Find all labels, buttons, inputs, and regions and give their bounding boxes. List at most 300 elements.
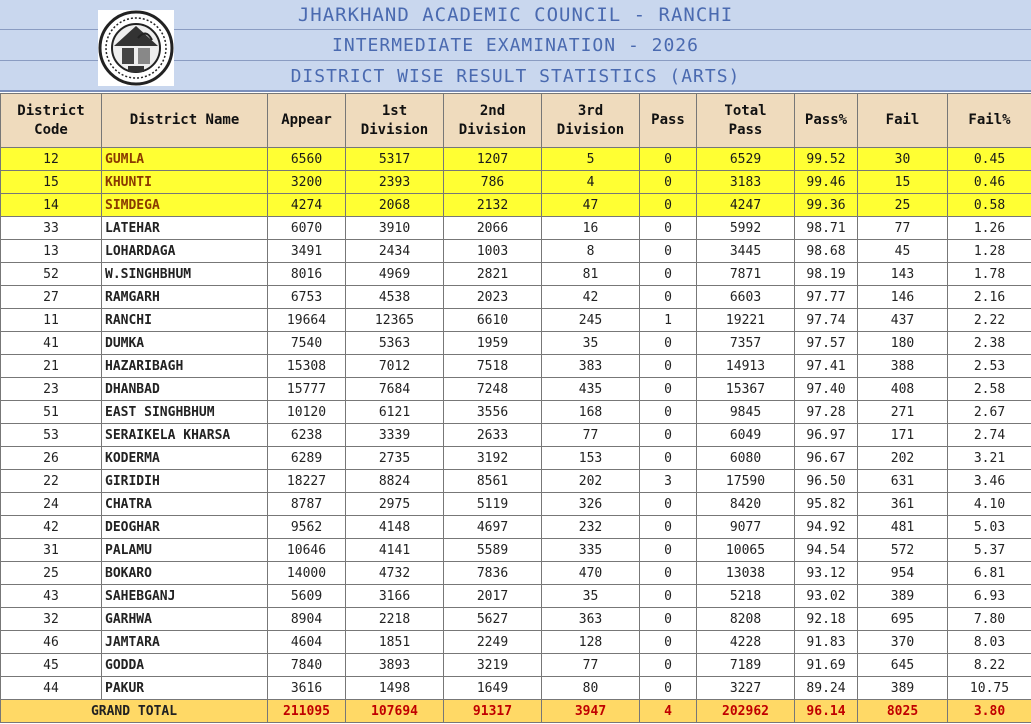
cell-pass-percent: 97.57: [795, 332, 858, 355]
cell-district-code: 12: [1, 148, 102, 171]
cell-fail: 389: [858, 677, 948, 700]
cell-total-pass: 3445: [697, 240, 795, 263]
cell-pass: 0: [640, 148, 697, 171]
cell-3rd-division: 383: [542, 355, 640, 378]
cell-3rd-division: 232: [542, 516, 640, 539]
cell-fail-percent: 0.45: [948, 148, 1031, 171]
cell-pass-percent: 91.83: [795, 631, 858, 654]
cell-3rd-division: 435: [542, 378, 640, 401]
cell-fail-percent: 2.53: [948, 355, 1031, 378]
cell-1st-division: 2434: [346, 240, 444, 263]
cell-district-name: PAKUR: [102, 677, 268, 700]
cell-appear: 7540: [268, 332, 346, 355]
cell-pass: 0: [640, 677, 697, 700]
cell-1st-division: 4538: [346, 286, 444, 309]
cell-1st-division: 5363: [346, 332, 444, 355]
cell-fail: 695: [858, 608, 948, 631]
cell-fail-percent: 4.10: [948, 493, 1031, 516]
cell-appear: 14000: [268, 562, 346, 585]
cell-3rd-division: 363: [542, 608, 640, 631]
table-row: [1, 447, 1031, 470]
cell-total-pass: 4247: [697, 194, 795, 217]
cell-district-code: 45: [1, 654, 102, 677]
cell-appear: 3491: [268, 240, 346, 263]
cell-total-pass: 7189: [697, 654, 795, 677]
cell-appear: 4274: [268, 194, 346, 217]
table-row: [1, 286, 1031, 309]
cell-1st-division: 7684: [346, 378, 444, 401]
cell-district-code: 26: [1, 447, 102, 470]
cell-fail: 389: [858, 585, 948, 608]
cell-fail: 25: [858, 194, 948, 217]
cell-2nd-division: 1207: [444, 148, 542, 171]
cell-district-name: SAHEBGANJ: [102, 585, 268, 608]
grand-total-total-pass: 202962: [697, 700, 795, 723]
grand-total-label: GRAND TOTAL: [1, 700, 268, 723]
cell-fail: 645: [858, 654, 948, 677]
cell-fail: 146: [858, 286, 948, 309]
cell-2nd-division: 3219: [444, 654, 542, 677]
cell-district-name: CHATRA: [102, 493, 268, 516]
col-3rd-division: 3rd Division: [542, 94, 640, 148]
cell-fail-percent: 2.38: [948, 332, 1031, 355]
table-row: [1, 585, 1031, 608]
cell-appear: 6070: [268, 217, 346, 240]
title-report: DISTRICT WISE RESULT STATISTICS (ARTS): [0, 61, 1031, 92]
cell-appear: 6238: [268, 424, 346, 447]
cell-2nd-division: 7248: [444, 378, 542, 401]
cell-district-code: 42: [1, 516, 102, 539]
cell-total-pass: 17590: [697, 470, 795, 493]
cell-pass-percent: 99.46: [795, 171, 858, 194]
cell-1st-division: 4969: [346, 263, 444, 286]
cell-fail-percent: 0.58: [948, 194, 1031, 217]
cell-appear: 8904: [268, 608, 346, 631]
cell-appear: 7840: [268, 654, 346, 677]
grand-total-fail-percent: 3.80: [948, 700, 1031, 723]
cell-pass-percent: 96.50: [795, 470, 858, 493]
cell-pass: 0: [640, 562, 697, 585]
cell-pass: 0: [640, 217, 697, 240]
cell-pass: 0: [640, 608, 697, 631]
title-council: JHARKHAND ACADEMIC COUNCIL - RANCHI: [0, 0, 1031, 30]
table-row: [1, 608, 1031, 631]
cell-total-pass: 4228: [697, 631, 795, 654]
cell-pass: 0: [640, 539, 697, 562]
cell-appear: 15777: [268, 378, 346, 401]
cell-2nd-division: 5589: [444, 539, 542, 562]
cell-pass-percent: 97.28: [795, 401, 858, 424]
table-row: [1, 378, 1031, 401]
cell-district-name: KODERMA: [102, 447, 268, 470]
col-district-code: District Code: [1, 94, 102, 148]
cell-total-pass: 7357: [697, 332, 795, 355]
cell-district-code: 32: [1, 608, 102, 631]
cell-fail-percent: 3.21: [948, 447, 1031, 470]
cell-total-pass: 7871: [697, 263, 795, 286]
cell-1st-division: 3893: [346, 654, 444, 677]
cell-1st-division: 7012: [346, 355, 444, 378]
cell-2nd-division: 6610: [444, 309, 542, 332]
cell-3rd-division: 326: [542, 493, 640, 516]
cell-2nd-division: 3192: [444, 447, 542, 470]
cell-district-code: 15: [1, 171, 102, 194]
cell-pass-percent: 92.18: [795, 608, 858, 631]
cell-pass: 0: [640, 194, 697, 217]
cell-district-name: HAZARIBAGH: [102, 355, 268, 378]
cell-pass-percent: 97.74: [795, 309, 858, 332]
cell-2nd-division: 3556: [444, 401, 542, 424]
cell-1st-division: 2218: [346, 608, 444, 631]
cell-pass: 0: [640, 240, 697, 263]
cell-appear: 10646: [268, 539, 346, 562]
cell-district-name: SIMDEGA: [102, 194, 268, 217]
cell-total-pass: 13038: [697, 562, 795, 585]
grand-total-fail: 8025: [858, 700, 948, 723]
cell-pass: 0: [640, 424, 697, 447]
cell-fail: 15: [858, 171, 948, 194]
table-row: [1, 631, 1031, 654]
cell-appear: 5609: [268, 585, 346, 608]
cell-district-code: 11: [1, 309, 102, 332]
cell-appear: 6753: [268, 286, 346, 309]
cell-2nd-division: 4697: [444, 516, 542, 539]
cell-pass: 0: [640, 447, 697, 470]
cell-fail-percent: 6.81: [948, 562, 1031, 585]
cell-total-pass: 19221: [697, 309, 795, 332]
cell-3rd-division: 4: [542, 171, 640, 194]
cell-2nd-division: 2633: [444, 424, 542, 447]
table-row: [1, 309, 1031, 332]
cell-total-pass: 10065: [697, 539, 795, 562]
cell-pass: 0: [640, 286, 697, 309]
table-row: [1, 194, 1031, 217]
cell-total-pass: 6529: [697, 148, 795, 171]
cell-total-pass: 5992: [697, 217, 795, 240]
cell-pass-percent: 97.41: [795, 355, 858, 378]
cell-fail: 370: [858, 631, 948, 654]
grand-total-row: [1, 700, 1031, 723]
cell-district-name: KHUNTI: [102, 171, 268, 194]
table-row: [1, 171, 1031, 194]
cell-district-code: 13: [1, 240, 102, 263]
cell-pass: 0: [640, 585, 697, 608]
cell-total-pass: 14913: [697, 355, 795, 378]
cell-2nd-division: 1003: [444, 240, 542, 263]
cell-pass: 0: [640, 401, 697, 424]
cell-fail-percent: 2.58: [948, 378, 1031, 401]
cell-3rd-division: 77: [542, 424, 640, 447]
cell-1st-division: 4148: [346, 516, 444, 539]
cell-fail: 361: [858, 493, 948, 516]
cell-pass-percent: 97.77: [795, 286, 858, 309]
cell-2nd-division: 7518: [444, 355, 542, 378]
cell-2nd-division: 5627: [444, 608, 542, 631]
cell-district-code: 21: [1, 355, 102, 378]
cell-1st-division: 1851: [346, 631, 444, 654]
cell-district-name: GODDA: [102, 654, 268, 677]
cell-fail: 271: [858, 401, 948, 424]
cell-district-name: SERAIKELA KHARSA: [102, 424, 268, 447]
table-row: [1, 424, 1031, 447]
cell-1st-division: 3166: [346, 585, 444, 608]
cell-1st-division: 1498: [346, 677, 444, 700]
table-row: [1, 148, 1031, 171]
cell-appear: 10120: [268, 401, 346, 424]
cell-appear: 3200: [268, 171, 346, 194]
cell-3rd-division: 470: [542, 562, 640, 585]
cell-fail-percent: 5.03: [948, 516, 1031, 539]
cell-1st-division: 3910: [346, 217, 444, 240]
cell-2nd-division: 2132: [444, 194, 542, 217]
table-row: [1, 401, 1031, 424]
grand-total-pass: 4: [640, 700, 697, 723]
cell-fail-percent: 8.22: [948, 654, 1031, 677]
table-row: [1, 355, 1031, 378]
cell-appear: 8787: [268, 493, 346, 516]
cell-fail-percent: 3.46: [948, 470, 1031, 493]
cell-fail: 572: [858, 539, 948, 562]
cell-pass: 0: [640, 263, 697, 286]
cell-3rd-division: 128: [542, 631, 640, 654]
cell-3rd-division: 81: [542, 263, 640, 286]
cell-district-name: LATEHAR: [102, 217, 268, 240]
cell-district-code: 33: [1, 217, 102, 240]
cell-district-code: 46: [1, 631, 102, 654]
grand-total-appear: 211095: [268, 700, 346, 723]
cell-3rd-division: 42: [542, 286, 640, 309]
cell-district-name: RAMGARH: [102, 286, 268, 309]
cell-3rd-division: 80: [542, 677, 640, 700]
cell-fail: 202: [858, 447, 948, 470]
cell-pass: 1: [640, 309, 697, 332]
cell-district-name: LOHARDAGA: [102, 240, 268, 263]
grand-total-3rd-division: 3947: [542, 700, 640, 723]
cell-3rd-division: 335: [542, 539, 640, 562]
table-row: [1, 539, 1031, 562]
cell-pass-percent: 91.69: [795, 654, 858, 677]
cell-appear: 6289: [268, 447, 346, 470]
cell-1st-division: 2735: [346, 447, 444, 470]
table-header-row: [1, 94, 1031, 148]
cell-3rd-division: 77: [542, 654, 640, 677]
cell-fail: 77: [858, 217, 948, 240]
cell-district-name: DEOGHAR: [102, 516, 268, 539]
cell-1st-division: 4732: [346, 562, 444, 585]
cell-district-code: 24: [1, 493, 102, 516]
cell-3rd-division: 35: [542, 585, 640, 608]
grand-total-pass-percent: 96.14: [795, 700, 858, 723]
cell-district-name: EAST SINGHBHUM: [102, 401, 268, 424]
cell-2nd-division: 2023: [444, 286, 542, 309]
cell-2nd-division: 8561: [444, 470, 542, 493]
cell-fail: 143: [858, 263, 948, 286]
cell-1st-division: 2393: [346, 171, 444, 194]
cell-district-name: PALAMU: [102, 539, 268, 562]
col-2nd-division: 2nd Division: [444, 94, 542, 148]
cell-appear: 9562: [268, 516, 346, 539]
cell-1st-division: 6121: [346, 401, 444, 424]
cell-fail-percent: 5.37: [948, 539, 1031, 562]
cell-3rd-division: 168: [542, 401, 640, 424]
cell-3rd-division: 8: [542, 240, 640, 263]
table-row: [1, 332, 1031, 355]
cell-1st-division: 5317: [346, 148, 444, 171]
cell-3rd-division: 35: [542, 332, 640, 355]
table-row: [1, 562, 1031, 585]
cell-pass-percent: 99.52: [795, 148, 858, 171]
cell-district-name: DUMKA: [102, 332, 268, 355]
cell-district-code: 41: [1, 332, 102, 355]
cell-2nd-division: 2821: [444, 263, 542, 286]
title-exam: INTERMEDIATE EXAMINATION - 2026: [0, 30, 1031, 61]
col-pass-percent: Pass%: [795, 94, 858, 148]
col-appear: Appear: [268, 94, 346, 148]
cell-district-code: 31: [1, 539, 102, 562]
cell-2nd-division: 2249: [444, 631, 542, 654]
cell-3rd-division: 16: [542, 217, 640, 240]
cell-3rd-division: 5: [542, 148, 640, 171]
cell-pass: 0: [640, 378, 697, 401]
cell-total-pass: 8420: [697, 493, 795, 516]
cell-district-code: 27: [1, 286, 102, 309]
cell-1st-division: 2068: [346, 194, 444, 217]
cell-fail: 171: [858, 424, 948, 447]
cell-fail-percent: 8.03: [948, 631, 1031, 654]
cell-fail: 954: [858, 562, 948, 585]
col-total-pass: Total Pass: [697, 94, 795, 148]
grand-total-1st-division: 107694: [346, 700, 444, 723]
cell-appear: 18227: [268, 470, 346, 493]
grand-total-2nd-division: 91317: [444, 700, 542, 723]
cell-fail-percent: 1.78: [948, 263, 1031, 286]
cell-fail: 437: [858, 309, 948, 332]
cell-appear: 19664: [268, 309, 346, 332]
cell-district-name: GUMLA: [102, 148, 268, 171]
cell-1st-division: 3339: [346, 424, 444, 447]
cell-pass: 0: [640, 493, 697, 516]
cell-2nd-division: 2017: [444, 585, 542, 608]
table-row: [1, 654, 1031, 677]
cell-pass-percent: 96.67: [795, 447, 858, 470]
cell-1st-division: 8824: [346, 470, 444, 493]
cell-district-code: 25: [1, 562, 102, 585]
cell-total-pass: 6049: [697, 424, 795, 447]
cell-district-code: 51: [1, 401, 102, 424]
cell-fail-percent: 10.75: [948, 677, 1031, 700]
district-results-table: [0, 93, 1031, 723]
cell-fail-percent: 2.67: [948, 401, 1031, 424]
table-row: [1, 493, 1031, 516]
cell-pass: 3: [640, 470, 697, 493]
cell-fail: 481: [858, 516, 948, 539]
cell-pass: 0: [640, 355, 697, 378]
cell-fail: 45: [858, 240, 948, 263]
cell-pass: 0: [640, 516, 697, 539]
cell-district-code: 23: [1, 378, 102, 401]
table-row: [1, 470, 1031, 493]
cell-pass-percent: 99.36: [795, 194, 858, 217]
cell-1st-division: 4141: [346, 539, 444, 562]
table-row: [1, 516, 1031, 539]
table-row: [1, 263, 1031, 286]
cell-pass: 0: [640, 654, 697, 677]
table-row: [1, 217, 1031, 240]
cell-fail-percent: 7.80: [948, 608, 1031, 631]
cell-fail-percent: 2.16: [948, 286, 1031, 309]
col-fail: Fail: [858, 94, 948, 148]
cell-fail-percent: 6.93: [948, 585, 1031, 608]
cell-1st-division: 12365: [346, 309, 444, 332]
cell-district-name: BOKARO: [102, 562, 268, 585]
cell-fail-percent: 2.74: [948, 424, 1031, 447]
cell-fail-percent: 1.28: [948, 240, 1031, 263]
cell-total-pass: 5218: [697, 585, 795, 608]
cell-pass-percent: 94.92: [795, 516, 858, 539]
cell-district-name: GIRIDIH: [102, 470, 268, 493]
cell-fail-percent: 1.26: [948, 217, 1031, 240]
cell-fail-percent: 0.46: [948, 171, 1031, 194]
col-pass: Pass: [640, 94, 697, 148]
table-row: [1, 240, 1031, 263]
cell-appear: 15308: [268, 355, 346, 378]
cell-fail: 180: [858, 332, 948, 355]
cell-pass: 0: [640, 171, 697, 194]
cell-district-name: GARHWA: [102, 608, 268, 631]
cell-2nd-division: 1649: [444, 677, 542, 700]
cell-2nd-division: 5119: [444, 493, 542, 516]
cell-total-pass: 9845: [697, 401, 795, 424]
cell-total-pass: 6080: [697, 447, 795, 470]
cell-district-code: 52: [1, 263, 102, 286]
cell-pass-percent: 98.71: [795, 217, 858, 240]
table-row: [1, 677, 1031, 700]
cell-district-code: 53: [1, 424, 102, 447]
cell-2nd-division: 2066: [444, 217, 542, 240]
cell-2nd-division: 786: [444, 171, 542, 194]
cell-2nd-division: 7836: [444, 562, 542, 585]
cell-fail: 30: [858, 148, 948, 171]
cell-appear: 8016: [268, 263, 346, 286]
cell-appear: 4604: [268, 631, 346, 654]
cell-district-name: JAMTARA: [102, 631, 268, 654]
cell-fail-percent: 2.22: [948, 309, 1031, 332]
cell-3rd-division: 47: [542, 194, 640, 217]
cell-district-name: W.SINGHBHUM: [102, 263, 268, 286]
cell-pass-percent: 97.40: [795, 378, 858, 401]
col-fail-percent: Fail%: [948, 94, 1031, 148]
cell-3rd-division: 245: [542, 309, 640, 332]
cell-pass-percent: 98.19: [795, 263, 858, 286]
cell-total-pass: 6603: [697, 286, 795, 309]
cell-appear: 3616: [268, 677, 346, 700]
cell-district-code: 14: [1, 194, 102, 217]
cell-pass-percent: 93.12: [795, 562, 858, 585]
cell-fail: 631: [858, 470, 948, 493]
cell-total-pass: 9077: [697, 516, 795, 539]
cell-pass-percent: 96.97: [795, 424, 858, 447]
cell-total-pass: 8208: [697, 608, 795, 631]
cell-pass-percent: 95.82: [795, 493, 858, 516]
cell-total-pass: 3183: [697, 171, 795, 194]
cell-3rd-division: 202: [542, 470, 640, 493]
cell-1st-division: 2975: [346, 493, 444, 516]
cell-district-code: 43: [1, 585, 102, 608]
cell-pass-percent: 94.54: [795, 539, 858, 562]
cell-fail: 408: [858, 378, 948, 401]
cell-fail: 388: [858, 355, 948, 378]
cell-pass: 0: [640, 332, 697, 355]
